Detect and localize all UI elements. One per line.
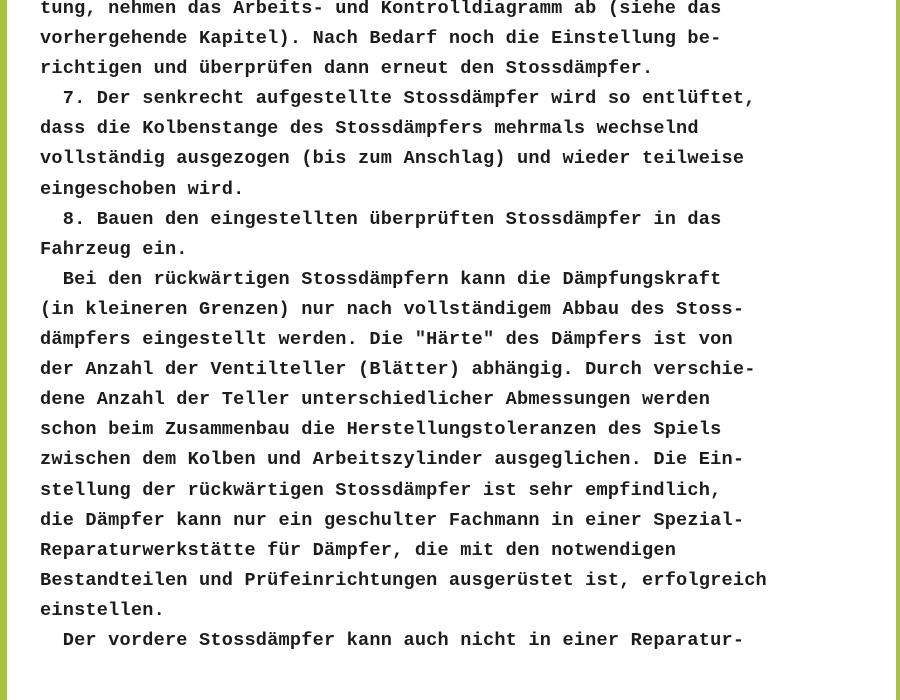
text-line: der Anzahl der Ventilteller (Blätter) abhängig. Durch verschie- <box>40 359 756 381</box>
text-line: dene Anzahl der Teller unterschiedlicher Abmessungen werden <box>40 389 711 411</box>
text-line: vorhergehende Kapitel). Nach Bedarf noch die Einstellung be- <box>40 28 722 50</box>
text-line: Der vordere Stossdämpfer kann auch nicht in einer Reparatur- <box>40 629 745 651</box>
text-line: Bestandteilen und Prüfeinrichtungen ausgerüstet ist, erfolgreich <box>40 569 767 591</box>
text-line: stellung der rückwärtigen Stossdämpfer ist sehr empfindlich, <box>40 479 722 501</box>
text-line: schon beim Zusammenbau die Herstellungstoleranzen des Spiels <box>40 419 722 441</box>
text-line: 7. Der senkrecht aufgestellte Stossdämpfer wird so entlüftet, <box>40 88 756 110</box>
text-line: Reparaturwerkstätte für Dämpfer, die mit den notwendigen <box>40 539 677 561</box>
text-line: die Dämpfer kann nur ein geschulter Fachmann in einer Spezial- <box>40 509 745 531</box>
text-line: tung, nehmen das Arbeits- und Kontrolldiagramm ab (siehe das <box>40 0 722 19</box>
text-line: dass die Kolbenstange des Stossdämpfers mehrmals wechselnd <box>40 118 699 140</box>
text-line: dämpfers eingestellt werden. Die "Härte" des Dämpfers ist von <box>40 329 733 351</box>
text-line: (in kleineren Grenzen) nur nach vollständigem Abbau des Stoss- <box>40 298 745 320</box>
text-line: eingeschoben wird. <box>40 178 245 200</box>
text-line: Fahrzeug ein. <box>40 238 188 260</box>
text-line: einstellen. <box>40 599 165 621</box>
text-line: 8. Bauen den eingestellten überprüften Stossdämpfer in das <box>40 208 722 230</box>
text-line: richtigen und überprüfen dann erneut den Stossdämpfer. <box>40 58 654 80</box>
text-line: vollständig ausgezogen (bis zum Anschlag) und wieder teilweise <box>40 148 745 170</box>
document-page <box>40 0 880 656</box>
text-line: zwischen dem Kolben und Arbeitszylinder ausgeglichen. Die Ein- <box>40 449 745 471</box>
text-line: Bei den rückwärtigen Stossdämpfern kann die Dämpfungskraft <box>40 268 722 290</box>
